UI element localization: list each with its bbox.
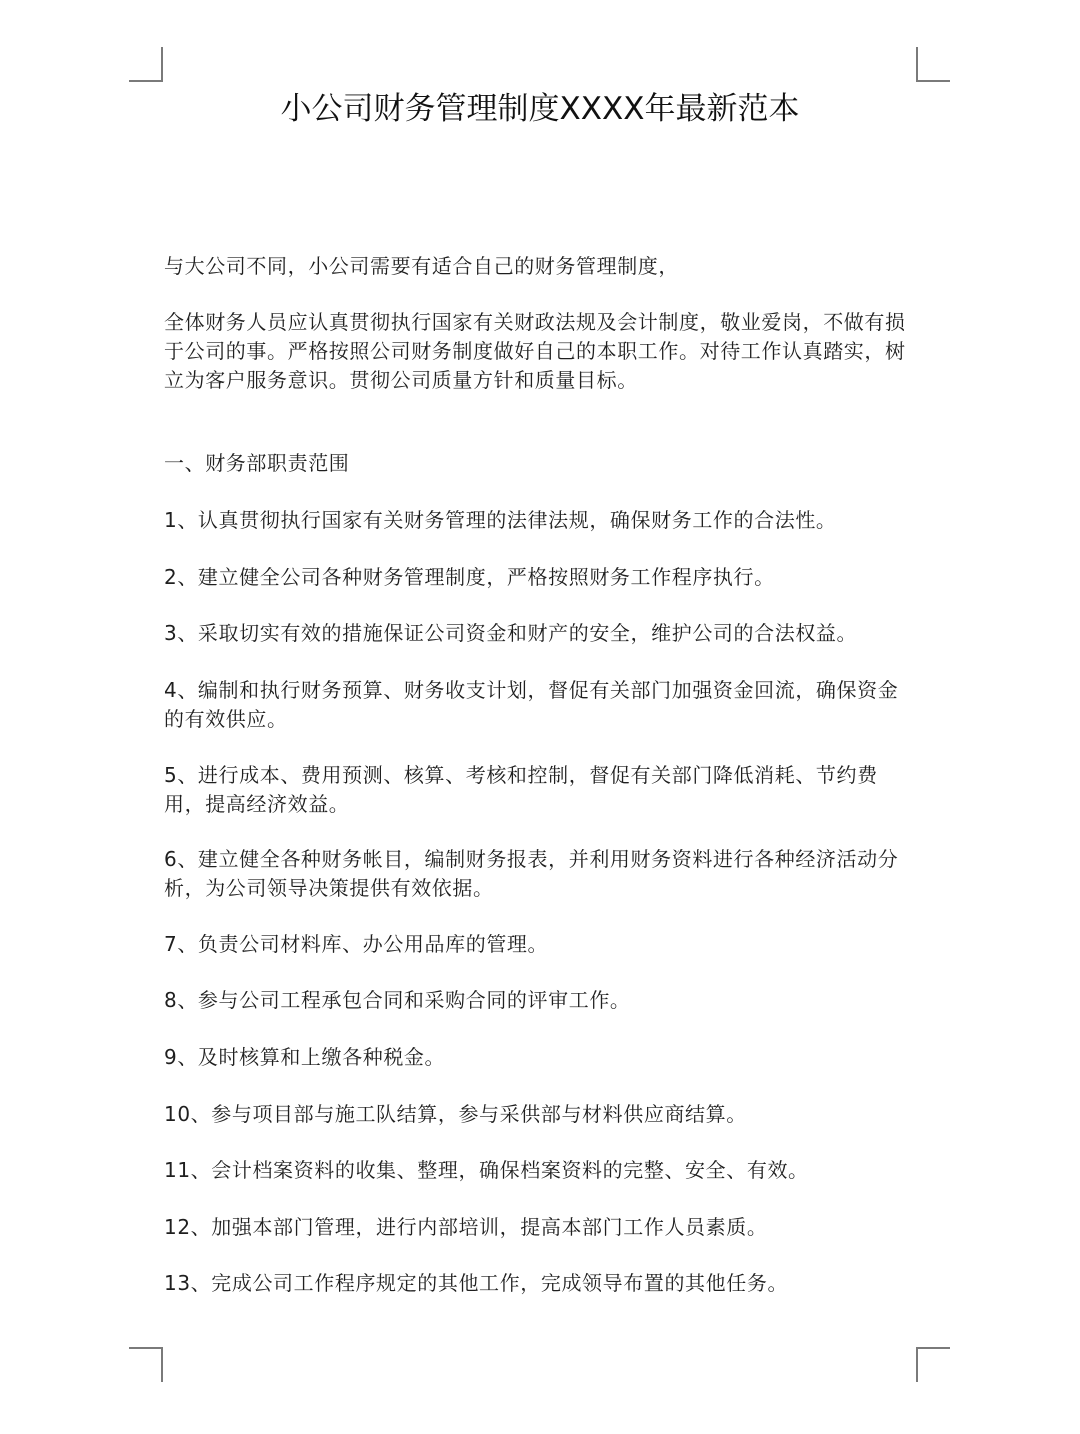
list-item: 8、参与公司工程承包合同和采购合同的评审工作。	[164, 988, 631, 1012]
section-heading: 一、财务部职责范围	[164, 451, 350, 475]
list-item: 3、采取切实有效的措施保证公司资金和财产的安全，维护公司的合法权益。	[164, 621, 858, 645]
body-paragraph: 全体财务人员应认真贯彻执行国家有关财政法规及会计制度，敬业爱岗，不做有损于公司的事。严格按照公司财务制度做好自己的本职工作。对待工作认真踏实，树立为客户服务意识。贯彻公司质量方针和质量目标。	[164, 310, 906, 392]
list-item: 2、建立健全公司各种财务管理制度，严格按照财务工作程序执行。	[164, 565, 775, 589]
list-item: 7、负责公司材料库、办公用品库的管理。	[164, 932, 549, 956]
list-item: 5、进行成本、费用预测、核算、考核和控制，督促有关部门降低消耗、节约费用，提高经济效益。	[164, 763, 878, 816]
list-item: 6、建立健全各种财务帐目，编制财务报表，并利用财务资料进行各种经济活动分析，为公司领导决策提供有效依据。	[164, 847, 899, 900]
list-item: 12、加强本部门管理，进行内部培训，提高本部门工作人员素质。	[164, 1215, 768, 1239]
list-item: 4、编制和执行财务预算、财务收支计划，督促有关部门加强资金回流，确保资金的有效供应。	[164, 678, 899, 731]
list-item: 1、认真贯彻执行国家有关财务管理的法律法规，确保财务工作的合法性。	[164, 508, 837, 532]
document-title: 小公司财务管理制度XXXX年最新范本	[280, 91, 800, 127]
list-item: 9、及时核算和上缴各种税金。	[164, 1045, 446, 1069]
list-item: 11、会计档案资料的收集、整理，确保档案资料的完整、安全、有效。	[164, 1158, 809, 1182]
crop-mark-bottom-left	[129, 1347, 163, 1382]
list-item: 13、完成公司工作程序规定的其他工作，完成领导布置的其他任务。	[164, 1271, 789, 1295]
intro-text: 与大公司不同，小公司需要有适合自己的财务管理制度，	[164, 254, 679, 278]
crop-mark-top-right	[916, 47, 950, 82]
list-item: 10、参与项目部与施工队结算，参与采供部与材料供应商结算。	[164, 1102, 747, 1126]
crop-mark-bottom-right	[916, 1347, 950, 1382]
crop-mark-top-left	[129, 47, 163, 82]
